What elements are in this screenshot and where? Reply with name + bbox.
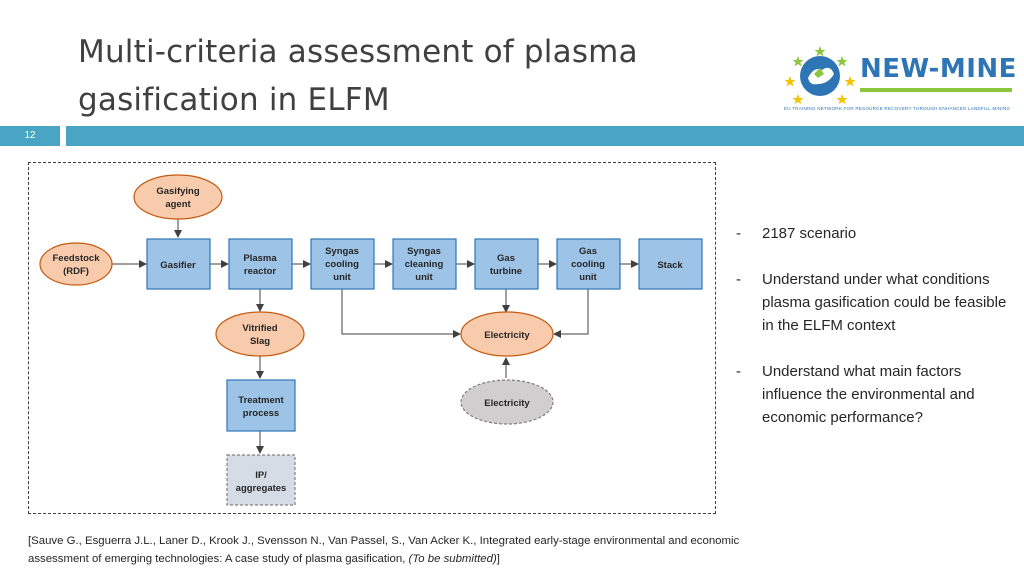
treatment-process-line-1: Treatment (238, 395, 284, 406)
syngas-cooling-line-1: Syngas (325, 246, 359, 257)
bullet-item (736, 360, 1016, 429)
gas-cooling-line-2: cooling (571, 259, 605, 270)
slide-number: 12 (24, 130, 36, 141)
vitrified-slag-line-2: Slag (249, 336, 271, 347)
gasifier-label: Gasifier (160, 260, 196, 271)
treatment-process-line-2: process (242, 408, 280, 419)
syngas-cooling-line-3: unit (333, 272, 351, 283)
arrow-cooling-electricity (342, 289, 460, 334)
electricity-output-node (461, 312, 553, 356)
bullet-marker: - (736, 225, 741, 242)
gas-turbine-line-2: turbine (489, 266, 523, 277)
syngas-cooling-line-2: cooling (325, 259, 359, 270)
ip-aggregates-line-1: IP/ (255, 470, 267, 481)
syngas-cleaning-line-1: Syngas (407, 246, 441, 257)
electricity-output-label: Electricity (484, 330, 530, 341)
electricity-input-label: Electricity (484, 398, 530, 409)
citation (28, 532, 788, 568)
feedstock-node (40, 243, 112, 285)
bullet-item (736, 222, 1016, 245)
gasifying-agent-line-2: agent (165, 199, 191, 210)
slide-title-line-1: Multi-criteria assessment of plasma (78, 34, 638, 70)
feedstock-line-2: (RDF) (63, 266, 89, 277)
bullet-text: Understand what main factors influence the environmental and economic performance? (762, 363, 975, 426)
logo-wordmark: NEW-MINE (860, 54, 1017, 84)
citation-status: (To be submitted) (408, 553, 497, 565)
plasma-reactor-line-2: reactor (243, 266, 277, 277)
vitrified-slag-node (216, 312, 304, 356)
ip-aggregates-line-2: aggregates (235, 483, 287, 494)
bullet-item (736, 268, 1016, 337)
plasma-reactor-box (229, 239, 292, 289)
bullet-text: 2187 scenario (762, 225, 857, 242)
feedstock-line-1: Feedstock (52, 253, 100, 264)
gasifying-agent-node (134, 175, 222, 219)
bullet-text: Understand under what conditions plasma gasification could be feasible in the ELFM context (762, 271, 1007, 334)
electricity-input-node (461, 380, 553, 424)
slide-title-line-2: gasification in ELFM (78, 82, 390, 118)
stack-label: Stack (657, 260, 683, 271)
logo-tagline: EU TRAINING NETWORK FOR RESOURCE RECOVERY THROUGH ENHANCED LANDFILL MINING (784, 106, 1011, 111)
bullet-marker: - (736, 363, 741, 380)
syngas-cleaning-line-2: cleaning (404, 259, 444, 270)
gas-turbine-box (475, 239, 538, 289)
gas-cooling-line-1: Gas (579, 246, 597, 257)
vitrified-slag-line-1: Vitrified (242, 323, 278, 334)
plasma-reactor-line-1: Plasma (243, 253, 277, 264)
syngas-cleaning-line-3: unit (415, 272, 433, 283)
gas-turbine-line-1: Gas (497, 253, 515, 264)
citation-main: [Sauve G., Esguerra J.L., Laner D., Krook J., Svensson N., Van Passel, S., Van Acker K., Integrated early-stage environmental and economic assessment of emerging technologies: A case study of plasma gasification, (28, 535, 740, 565)
gasifying-agent-line-1: Gasifying (156, 186, 200, 197)
bullet-list (736, 222, 1016, 452)
citation-close: ] (496, 553, 500, 565)
bullet-marker: - (736, 271, 741, 288)
arrow-gascooling-electricity (554, 289, 588, 334)
gas-cooling-line-3: unit (579, 272, 597, 283)
